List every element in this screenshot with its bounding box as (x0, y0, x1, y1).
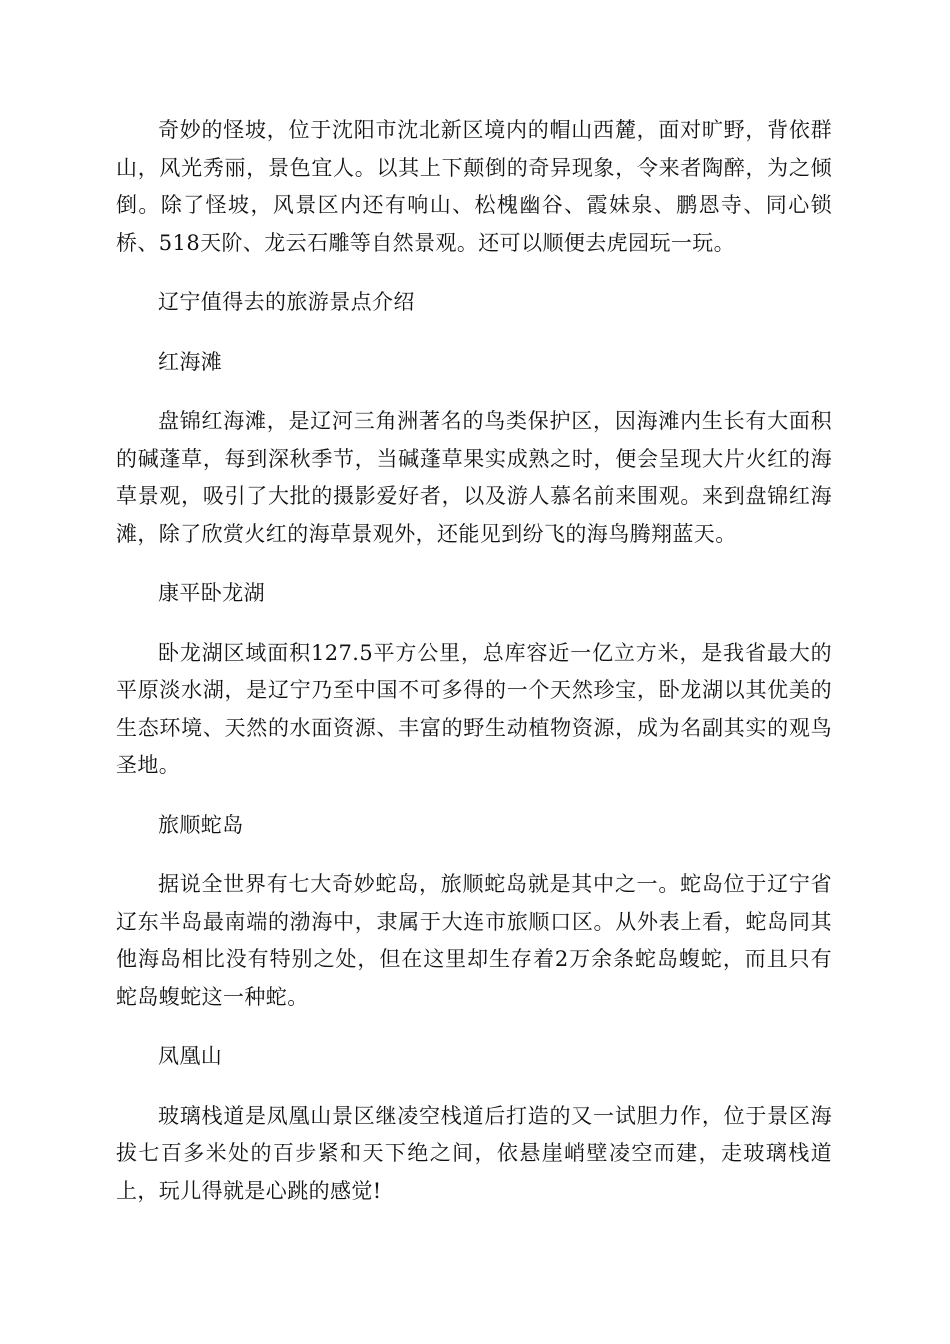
section-title: 辽宁值得去的旅游景点介绍 (158, 290, 415, 314)
heading-fenghuangshan: 凤凰山 (158, 1044, 223, 1068)
heading-wolonghu: 康平卧龙湖 (158, 581, 265, 605)
paragraph-shedao: 据说全世界有七大奇妙蛇岛，旅顺蛇岛就是其中之一。蛇岛位于辽宁省辽东半岛最南端的渤海中，隶属于大连市旅顺口区。从外表上看，蛇岛同其他海岛相比没有特别之处，但在这里却生存着2万余条蛇岛蝮蛇，而且只有蛇岛蝮蛇这一种蛇。 (116, 872, 832, 1009)
heading-honghaitan: 红海滩 (158, 349, 223, 374)
paragraph-wolonghu: 卧龙湖区域面积127.5平方公里，总库容近一亿立方米，是我省最大的平原淡水湖，是辽宁乃至中国不可多得的一个天然珍宝，卧龙湖以其优美的生态环境、天然的水面资源、丰富的野生动植物资源，成为名副其实的观鸟圣地。 (116, 640, 832, 777)
paragraph-fenghuangshan: 玻璃栈道是凤凰山景区继凌空栈道后打造的又一试胆力作，位于景区海拔七百多米处的百步紧和天下绝之间，依悬崖峭壁凌空而建，走玻璃栈道上，玩儿得就是心跳的感觉! (116, 1103, 832, 1203)
paragraph-guaipo: 奇妙的怪坡，位于沈阳市沈北新区境内的帽山西麓，面对旷野，背依群山，风光秀丽，景色宜人。以其上下颠倒的奇异现象，令来者陶醉，为之倾倒。除了怪坡，风景区内还有响山、松槐幽谷、霞妹泉、鹏恩寺、同心锁桥、518天阶、龙云石雕等自然景观。还可以顺便去虎园玩一玩。 (116, 118, 832, 255)
document-page (116, 112, 832, 1232)
paragraph-honghaitan: 盘锦红海滩，是辽河三角洲著名的鸟类保护区，因海滩内生长有大面积的碱蓬草，每到深秋季节，当碱蓬草果实成熟之时，便会呈现大片火红的海草景观，吸引了大批的摄影爱好者，以及游人慕名前来围观。来到盘锦红海滩，除了欣赏火红的海草景观外，还能见到纷飞的海鸟腾翔蓝天。 (116, 409, 832, 546)
heading-shedao: 旅顺蛇岛 (158, 812, 244, 837)
